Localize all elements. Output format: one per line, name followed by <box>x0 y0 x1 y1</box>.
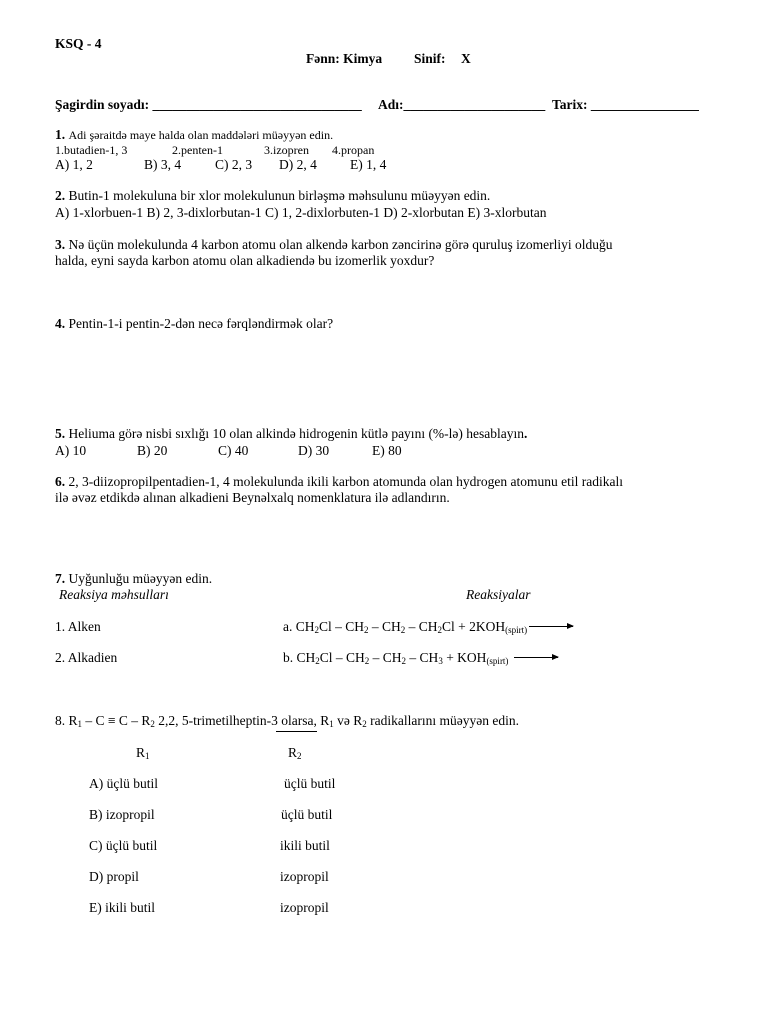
question-5 <box>55 426 527 442</box>
date-field: Tarix: ________________ <box>552 97 699 112</box>
class-label: Sinif: <box>414 51 446 66</box>
question-4 <box>55 316 333 332</box>
question-3 <box>55 237 612 253</box>
question-end: . <box>524 426 528 441</box>
question-2 <box>55 188 490 204</box>
q5-option-b: B) 20 <box>137 443 168 458</box>
question-number: 1. <box>55 127 66 142</box>
q5-option-a: A) 10 <box>55 443 87 458</box>
question-text: Butin-1 molekuluna bir xlor molekulunun birləşmə məhsulunu müəyyən edin. <box>68 188 491 203</box>
question-number: 8. <box>55 713 66 728</box>
q5-option-d: D) 30 <box>298 443 330 458</box>
q1-option-b: B) 3, 4 <box>144 157 182 172</box>
question-8: 8. $R_1 - C \equiv C - R_2$ 2,2, 5-trimetilheptin-3 olarsa, $R_1$ və $R_2$ radikallarını müəyyən edin. <box>55 713 519 729</box>
overline-mark <box>276 731 317 732</box>
q1-item-3: 3.izopren <box>264 143 309 157</box>
question-number: 5. <box>55 426 66 441</box>
question-text: 2, 3-diizopropilpentadien-1, 4 molekulunda ikili karbon atomunda olan hydrogen atomunu etil radikalı <box>68 474 623 489</box>
question-number: 4. <box>55 316 66 331</box>
q1-item-2: 2.penten-1 <box>172 143 223 157</box>
question-number: 7. <box>55 571 66 586</box>
question-6 <box>55 474 623 490</box>
q5-option-c: C) 40 <box>218 443 249 458</box>
q1-option-d: D) 2, 4 <box>279 157 317 172</box>
q1-option-c: C) 2, 3 <box>215 157 253 172</box>
arrow-icon <box>514 657 558 658</box>
question-7 <box>55 571 212 587</box>
col-header-reactions: Reaksiyalar <box>466 587 531 602</box>
arrow-icon <box>529 626 573 627</box>
q8-option-d: D) propil <box>89 869 139 884</box>
q1-item-1: 1.butadien-1, 3 <box>55 143 128 157</box>
q1-item-4: 4.propan <box>332 143 375 157</box>
q2-options: A) 1-xlorbuen-1 B) 2, 3-dixlorbutan-1 C) 1, 2-dixlorbuten-1 D) 2-xlorbutan E) 3-xlorbutan <box>55 205 547 220</box>
question-3-line-2: halda, eyni sayda karbon atomu olan alkadiendə bu izomerlik yoxdur? <box>55 253 435 268</box>
question-number: 3. <box>55 237 66 252</box>
question-text: Heliuma görə nisbi sıxlığı 10 olan alkində hidrogenin kütlə payını (%-lə) hesablayın <box>68 426 525 441</box>
question-1 <box>55 127 333 143</box>
q5-option-e: E) 80 <box>372 443 402 458</box>
q8-option-d-r2: izopropil <box>280 869 329 884</box>
q8-option-c-r2: ikili butil <box>280 838 330 853</box>
test-code: KSQ - 4 <box>55 36 102 51</box>
reaction-b: b. $CH_2Cl - CH_2 - CH_2 - CH_3 + KOH_{(spirt)}$ <box>283 650 558 666</box>
question-text: Uyğunluğu müəyyən edin. <box>68 571 213 586</box>
question-text: Nə üçün molekulunda 4 karbon atomu olan alkendə karbon zəncirinə görə quruluş izomerliyi olduğu <box>68 237 613 252</box>
subject-label: Fənn: Kimya <box>306 51 383 66</box>
question-number: 2. <box>55 188 66 203</box>
q8-option-b-r2: üçlü butil <box>281 807 333 822</box>
col-header-products: Reaksiya məhsulları <box>59 587 169 602</box>
q7-left-2: 2. Alkadien <box>55 650 118 665</box>
q8-option-a-r2: üçlü butil <box>284 776 336 791</box>
name-field: Adı:_____________________ <box>378 97 546 112</box>
col-header-r1: $R_1$ <box>136 745 150 761</box>
reaction-a: a. $CH_2Cl - CH_2 - CH_2 - CH_2Cl + 2KOH_{(spirt)}$ <box>283 619 573 635</box>
question-text: Pentin-1-i pentin-2-dən necə fərqləndirmək olar? <box>68 316 334 331</box>
q8-option-a: A) üçlü butil <box>89 776 158 791</box>
question-text: Adi şəraitdə maye halda olan maddələri müəyyən edin. <box>68 128 334 142</box>
q8-option-e: E) ikili butil <box>89 900 155 915</box>
q7-left-1: 1. Alken <box>55 619 101 634</box>
q8-option-b: B) izopropil <box>89 807 155 822</box>
surname-field: Şagirdin soyadı: _______________________________ <box>55 97 362 112</box>
q8-option-e-r2: izopropil <box>280 900 329 915</box>
q8-option-c: C) üçlü butil <box>89 838 158 853</box>
class-value: X <box>461 51 471 66</box>
q1-option-a: A) 1, 2 <box>55 157 93 172</box>
question-6-line-2: ilə əvəz etdikdə alınan alkadieni Beynəlxalq nomenklatura ilə adlandırın. <box>55 490 450 505</box>
col-header-r2: $R_2$ <box>288 745 302 761</box>
question-number: 6. <box>55 474 66 489</box>
q1-option-e: E) 1, 4 <box>350 157 387 172</box>
